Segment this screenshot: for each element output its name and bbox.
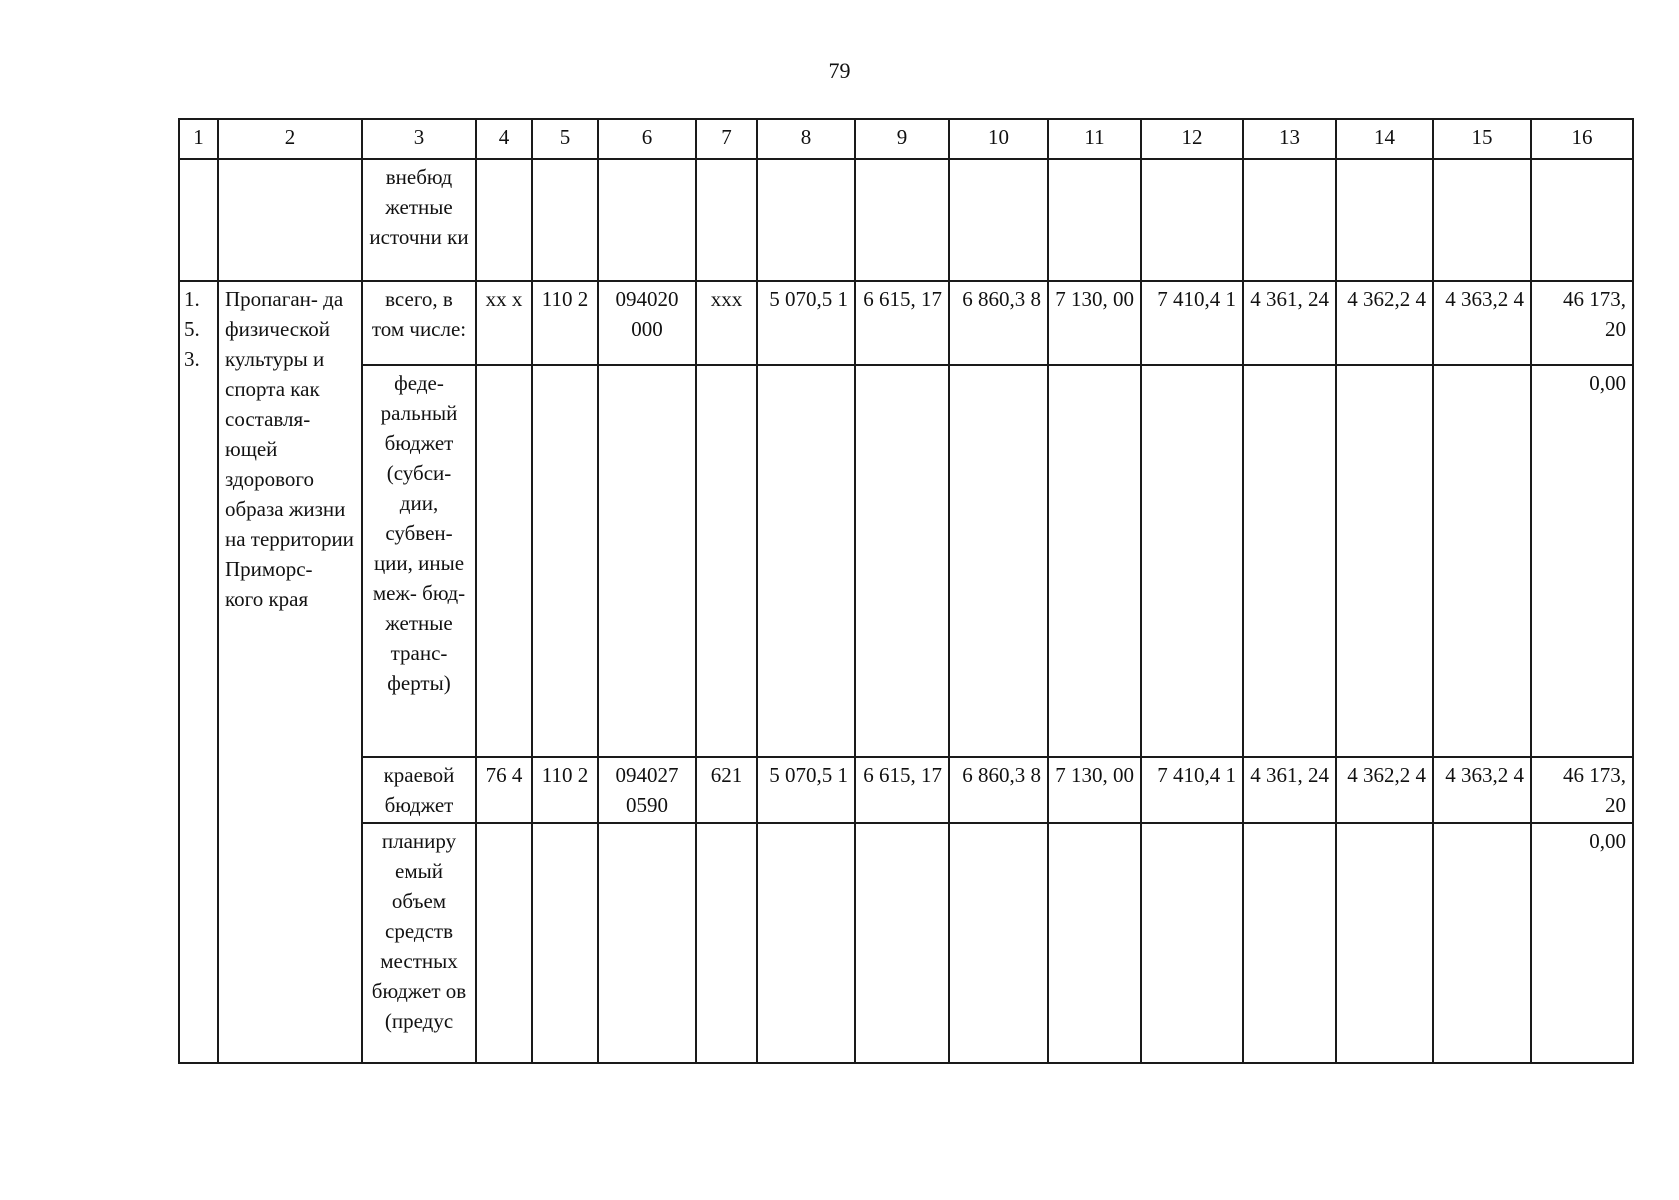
- cell-col13: 4 361, 24: [1243, 281, 1336, 365]
- cell-empty: [218, 159, 362, 281]
- header-cell: 16: [1531, 119, 1633, 159]
- funding-source-label: всего, в том числе:: [362, 281, 476, 365]
- budget-table: [178, 118, 1634, 1064]
- cell-empty: [476, 365, 532, 757]
- cell-col15: 4 363,2 4: [1433, 281, 1531, 365]
- header-cell: 9: [855, 119, 949, 159]
- row-regional-budget: [179, 757, 1633, 823]
- cell-empty: [696, 159, 757, 281]
- cell-empty: [1048, 159, 1141, 281]
- cell-col12: 7 410,4 1: [1141, 757, 1243, 823]
- cell-empty: [1141, 365, 1243, 757]
- cell-col5: 110 2: [532, 757, 598, 823]
- cell-empty: [598, 365, 696, 757]
- cell-col16: 46 173, 20: [1531, 757, 1633, 823]
- cell-col9: 6 615, 17: [855, 757, 949, 823]
- cell-empty: [949, 365, 1048, 757]
- funding-source-label: планиру емый объем средств местных бюджет ов (предус: [362, 823, 476, 1063]
- cell-empty: [1048, 823, 1141, 1063]
- header-cell: 3: [362, 119, 476, 159]
- cell-empty: [949, 823, 1048, 1063]
- header-cell: 6: [598, 119, 696, 159]
- cell-col13: 4 361, 24: [1243, 757, 1336, 823]
- cell-empty: [1336, 823, 1433, 1063]
- funding-source-label: внебюд жетные источни ки: [362, 159, 476, 281]
- cell-empty: [532, 159, 598, 281]
- cell-col16: 0,00: [1531, 823, 1633, 1063]
- header-cell: 8: [757, 119, 855, 159]
- header-cell: 1: [179, 119, 218, 159]
- cell-empty: [855, 823, 949, 1063]
- cell-empty: [855, 365, 949, 757]
- cell-col6: 094020 000: [598, 281, 696, 365]
- cell-col8: 5 070,5 1: [757, 281, 855, 365]
- header-cell: 13: [1243, 119, 1336, 159]
- header-cell: 2: [218, 119, 362, 159]
- cell-empty: [696, 823, 757, 1063]
- cell-col9: 6 615, 17: [855, 281, 949, 365]
- cell-col16: 0,00: [1531, 365, 1633, 757]
- cell-empty: [532, 823, 598, 1063]
- header-cell: 12: [1141, 119, 1243, 159]
- cell-empty: [179, 159, 218, 281]
- cell-empty: [1433, 823, 1531, 1063]
- item-number: 1. 5. 3.: [179, 281, 218, 1063]
- cell-empty: [1433, 365, 1531, 757]
- header-cell: 15: [1433, 119, 1531, 159]
- header-row: [179, 119, 1633, 159]
- cell-col6: 094027 0590: [598, 757, 696, 823]
- funding-source-label: краевой бюджет: [362, 757, 476, 823]
- cell-empty: [1531, 159, 1633, 281]
- cell-empty: [1336, 365, 1433, 757]
- cell-col11: 7 130, 00: [1048, 757, 1141, 823]
- cell-col4: хх х: [476, 281, 532, 365]
- header-cell: 11: [1048, 119, 1141, 159]
- cell-col10: 6 860,3 8: [949, 757, 1048, 823]
- header-cell: 4: [476, 119, 532, 159]
- cell-col11: 7 130, 00: [1048, 281, 1141, 365]
- cell-col5: 110 2: [532, 281, 598, 365]
- cell-empty: [1336, 159, 1433, 281]
- cell-col12: 7 410,4 1: [1141, 281, 1243, 365]
- funding-source-label: феде- ральный бюджет (субси- дии, субвен- ции, иные меж- бюд- жетные транс- ферты): [362, 365, 476, 757]
- cell-empty: [696, 365, 757, 757]
- cell-col7: ххх: [696, 281, 757, 365]
- cell-col8: 5 070,5 1: [757, 757, 855, 823]
- header-cell: 14: [1336, 119, 1433, 159]
- cell-empty: [1243, 365, 1336, 757]
- cell-empty: [757, 823, 855, 1063]
- cell-empty: [1048, 365, 1141, 757]
- cell-col7: 621: [696, 757, 757, 823]
- cell-empty: [1141, 823, 1243, 1063]
- cell-col10: 6 860,3 8: [949, 281, 1048, 365]
- cell-empty: [598, 823, 696, 1063]
- header-cell: 10: [949, 119, 1048, 159]
- cell-empty: [598, 159, 696, 281]
- cell-col14: 4 362,2 4: [1336, 757, 1433, 823]
- row-federal-budget: [179, 365, 1633, 757]
- row-local-budget: [179, 823, 1633, 1063]
- cell-col16: 46 173, 20: [1531, 281, 1633, 365]
- cell-empty: [949, 159, 1048, 281]
- cell-col14: 4 362,2 4: [1336, 281, 1433, 365]
- cell-col4: 76 4: [476, 757, 532, 823]
- row-total: [179, 281, 1633, 365]
- cell-empty: [1433, 159, 1531, 281]
- cell-empty: [476, 823, 532, 1063]
- cell-empty: [1141, 159, 1243, 281]
- row-offbudget-sources: [179, 159, 1633, 281]
- cell-empty: [1243, 823, 1336, 1063]
- item-title: Пропаган- да физической культуры и спорта как составля- ющей здорового образа жизни на территории Приморс- кого края: [218, 281, 362, 1063]
- page-number: 79: [828, 58, 851, 83]
- header-cell: 7: [696, 119, 757, 159]
- cell-empty: [757, 159, 855, 281]
- cell-empty: [757, 365, 855, 757]
- cell-empty: [855, 159, 949, 281]
- cell-empty: [532, 365, 598, 757]
- header-cell: 5: [532, 119, 598, 159]
- cell-empty: [476, 159, 532, 281]
- cell-col15: 4 363,2 4: [1433, 757, 1531, 823]
- cell-empty: [1243, 159, 1336, 281]
